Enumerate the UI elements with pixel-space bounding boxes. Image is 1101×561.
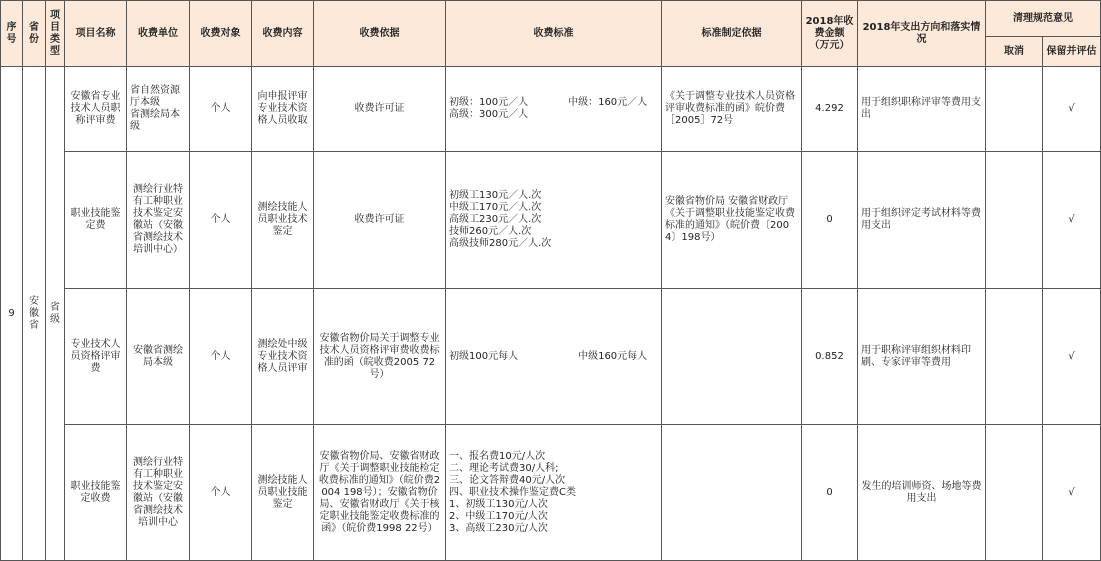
cell-amount: 4.292 — [802, 67, 858, 152]
cell-charge-basis: 收费许可证 — [314, 67, 446, 152]
cell-charge-standard: 一、报名费10元/人次 二、理论考试费30/人科; 三、论文答辩费40元/人次 四、职业技术操作鉴定费C类 1、初级工130元/人次 2、中级工170元/人次 3、高级工230元/人次 — [446, 425, 662, 561]
table-row — [1, 289, 1101, 425]
cell-seq: 9 — [1, 67, 23, 561]
cell-charging-unit: 安徽省测绘局本级 — [127, 289, 190, 425]
cell-standard-basis — [662, 425, 802, 561]
header-amount-2018: 2018年收费金额（万元） — [802, 1, 858, 67]
cell-charge-target: 个人 — [190, 425, 252, 561]
cell-amount: 0 — [802, 152, 858, 289]
cell-charge-content: 测绘处中级专业技术资格人员评审 — [252, 289, 314, 425]
cell-cancel — [986, 289, 1043, 425]
cell-charge-content: 测绘技能人员职业技能鉴定 — [252, 425, 314, 561]
cell-keep: √ — [1043, 67, 1101, 152]
cell-charge-standard: 初级100元每人 中级160元每人 — [446, 289, 662, 425]
cell-project-name: 职业技能鉴定收费 — [65, 425, 127, 561]
header-cancel: 取消 — [986, 37, 1043, 67]
header-charging-unit: 收费单位 — [127, 1, 190, 67]
table-row — [1, 425, 1101, 561]
cell-expense: 用于职称评审组织材料印刷、专家评审等费用 — [858, 289, 986, 425]
cell-province: 安徽省 — [23, 67, 46, 561]
cell-standard-basis: 《关于调整专业技术人员资格评审收费标准的函》皖价费［2005］72号 — [662, 67, 802, 152]
cell-cancel — [986, 67, 1043, 152]
cell-project-name: 专业技术人员资格评审费 — [65, 289, 127, 425]
cell-amount: 0 — [802, 425, 858, 561]
cell-charge-basis: 安徽省物价局关于调整专业技术人员资格评审费收费标准的函（皖收费2005 72号） — [314, 289, 446, 425]
cell-project-name: 职业技能鉴定费 — [65, 152, 127, 289]
cell-charging-unit: 省自然资源厅本级 省测绘局本级 — [127, 67, 190, 152]
header-charge-content: 收费内容 — [252, 1, 314, 67]
cell-project-name: 安徽省专业技术人员职称评审费 — [65, 67, 127, 152]
cell-charge-content: 测绘技能人员职业技术鉴定 — [252, 152, 314, 289]
cell-charging-unit: 测绘行业特有工种职业技术鉴定安徽站（安徽省测绘技术培训中心 — [127, 425, 190, 561]
cell-cancel — [986, 152, 1043, 289]
cell-keep: √ — [1043, 425, 1101, 561]
cell-charge-target: 个人 — [190, 289, 252, 425]
cell-standard-basis — [662, 289, 802, 425]
cell-charge-content: 向申报评审专业技术资格人员收取 — [252, 67, 314, 152]
header-seq: 序号 — [1, 1, 23, 67]
cell-project-type: 省级 — [46, 67, 65, 561]
header-standard-basis: 标准制定依据 — [662, 1, 802, 67]
cell-expense: 用于组织职称评审等费用支出 — [858, 67, 986, 152]
cell-charge-target: 个人 — [190, 67, 252, 152]
cell-keep: √ — [1043, 289, 1101, 425]
cell-standard-basis: 安徽省物价局 安徽省财政厅《关于调整职业技能鉴定收费标准的通知》（皖价费〔2004〕198号） — [662, 152, 802, 289]
cell-keep: √ — [1043, 152, 1101, 289]
header-project-type: 项目类型 — [46, 1, 65, 67]
cell-charge-standard: 初级工130元／人.次 中级工170元／人.次 高级工230元／人.次 技师260元／人.次 高级技师280元／人.次 — [446, 152, 662, 289]
header-province: 省份 — [23, 1, 46, 67]
cell-charge-standard: 初级：100元／人 中级：160元／人 高级：300元／人 — [446, 67, 662, 152]
cell-cancel — [986, 425, 1043, 561]
cell-charge-target: 个人 — [190, 152, 252, 289]
header-charge-standard: 收费标准 — [446, 1, 662, 67]
cell-charge-basis: 收费许可证 — [314, 152, 446, 289]
cell-expense: 用于组织评定考试材料等费用支出 — [858, 152, 986, 289]
header-keep: 保留并评估 — [1043, 37, 1101, 67]
cell-expense: 发生的培训师资、场地等费用支出 — [858, 425, 986, 561]
cell-charge-basis: 安徽省物价局、安徽省财政厅《关于调整职业技能检定收费标准的通知》（皖价费2004 198号）；安徽省物价局、安徽省财政厅《关于核定职业技能鉴定收费标准的函》（皖价费1998 22号） — [314, 425, 446, 561]
header-charge-target: 收费对象 — [190, 1, 252, 67]
header-charge-basis: 收费依据 — [314, 1, 446, 67]
header-cleanup-opinion: 清理规范意见 — [986, 1, 1101, 37]
cell-amount: 0.852 — [802, 289, 858, 425]
header-expense-2018: 2018年支出方向和落实情况 — [858, 1, 986, 67]
table-row — [1, 67, 1101, 152]
table-row — [1, 152, 1101, 289]
header-project-name: 项目名称 — [65, 1, 127, 67]
cell-charging-unit: 测绘行业特有工种职业技术鉴定安徽站（安徽省测绘技术培训中心） — [127, 152, 190, 289]
